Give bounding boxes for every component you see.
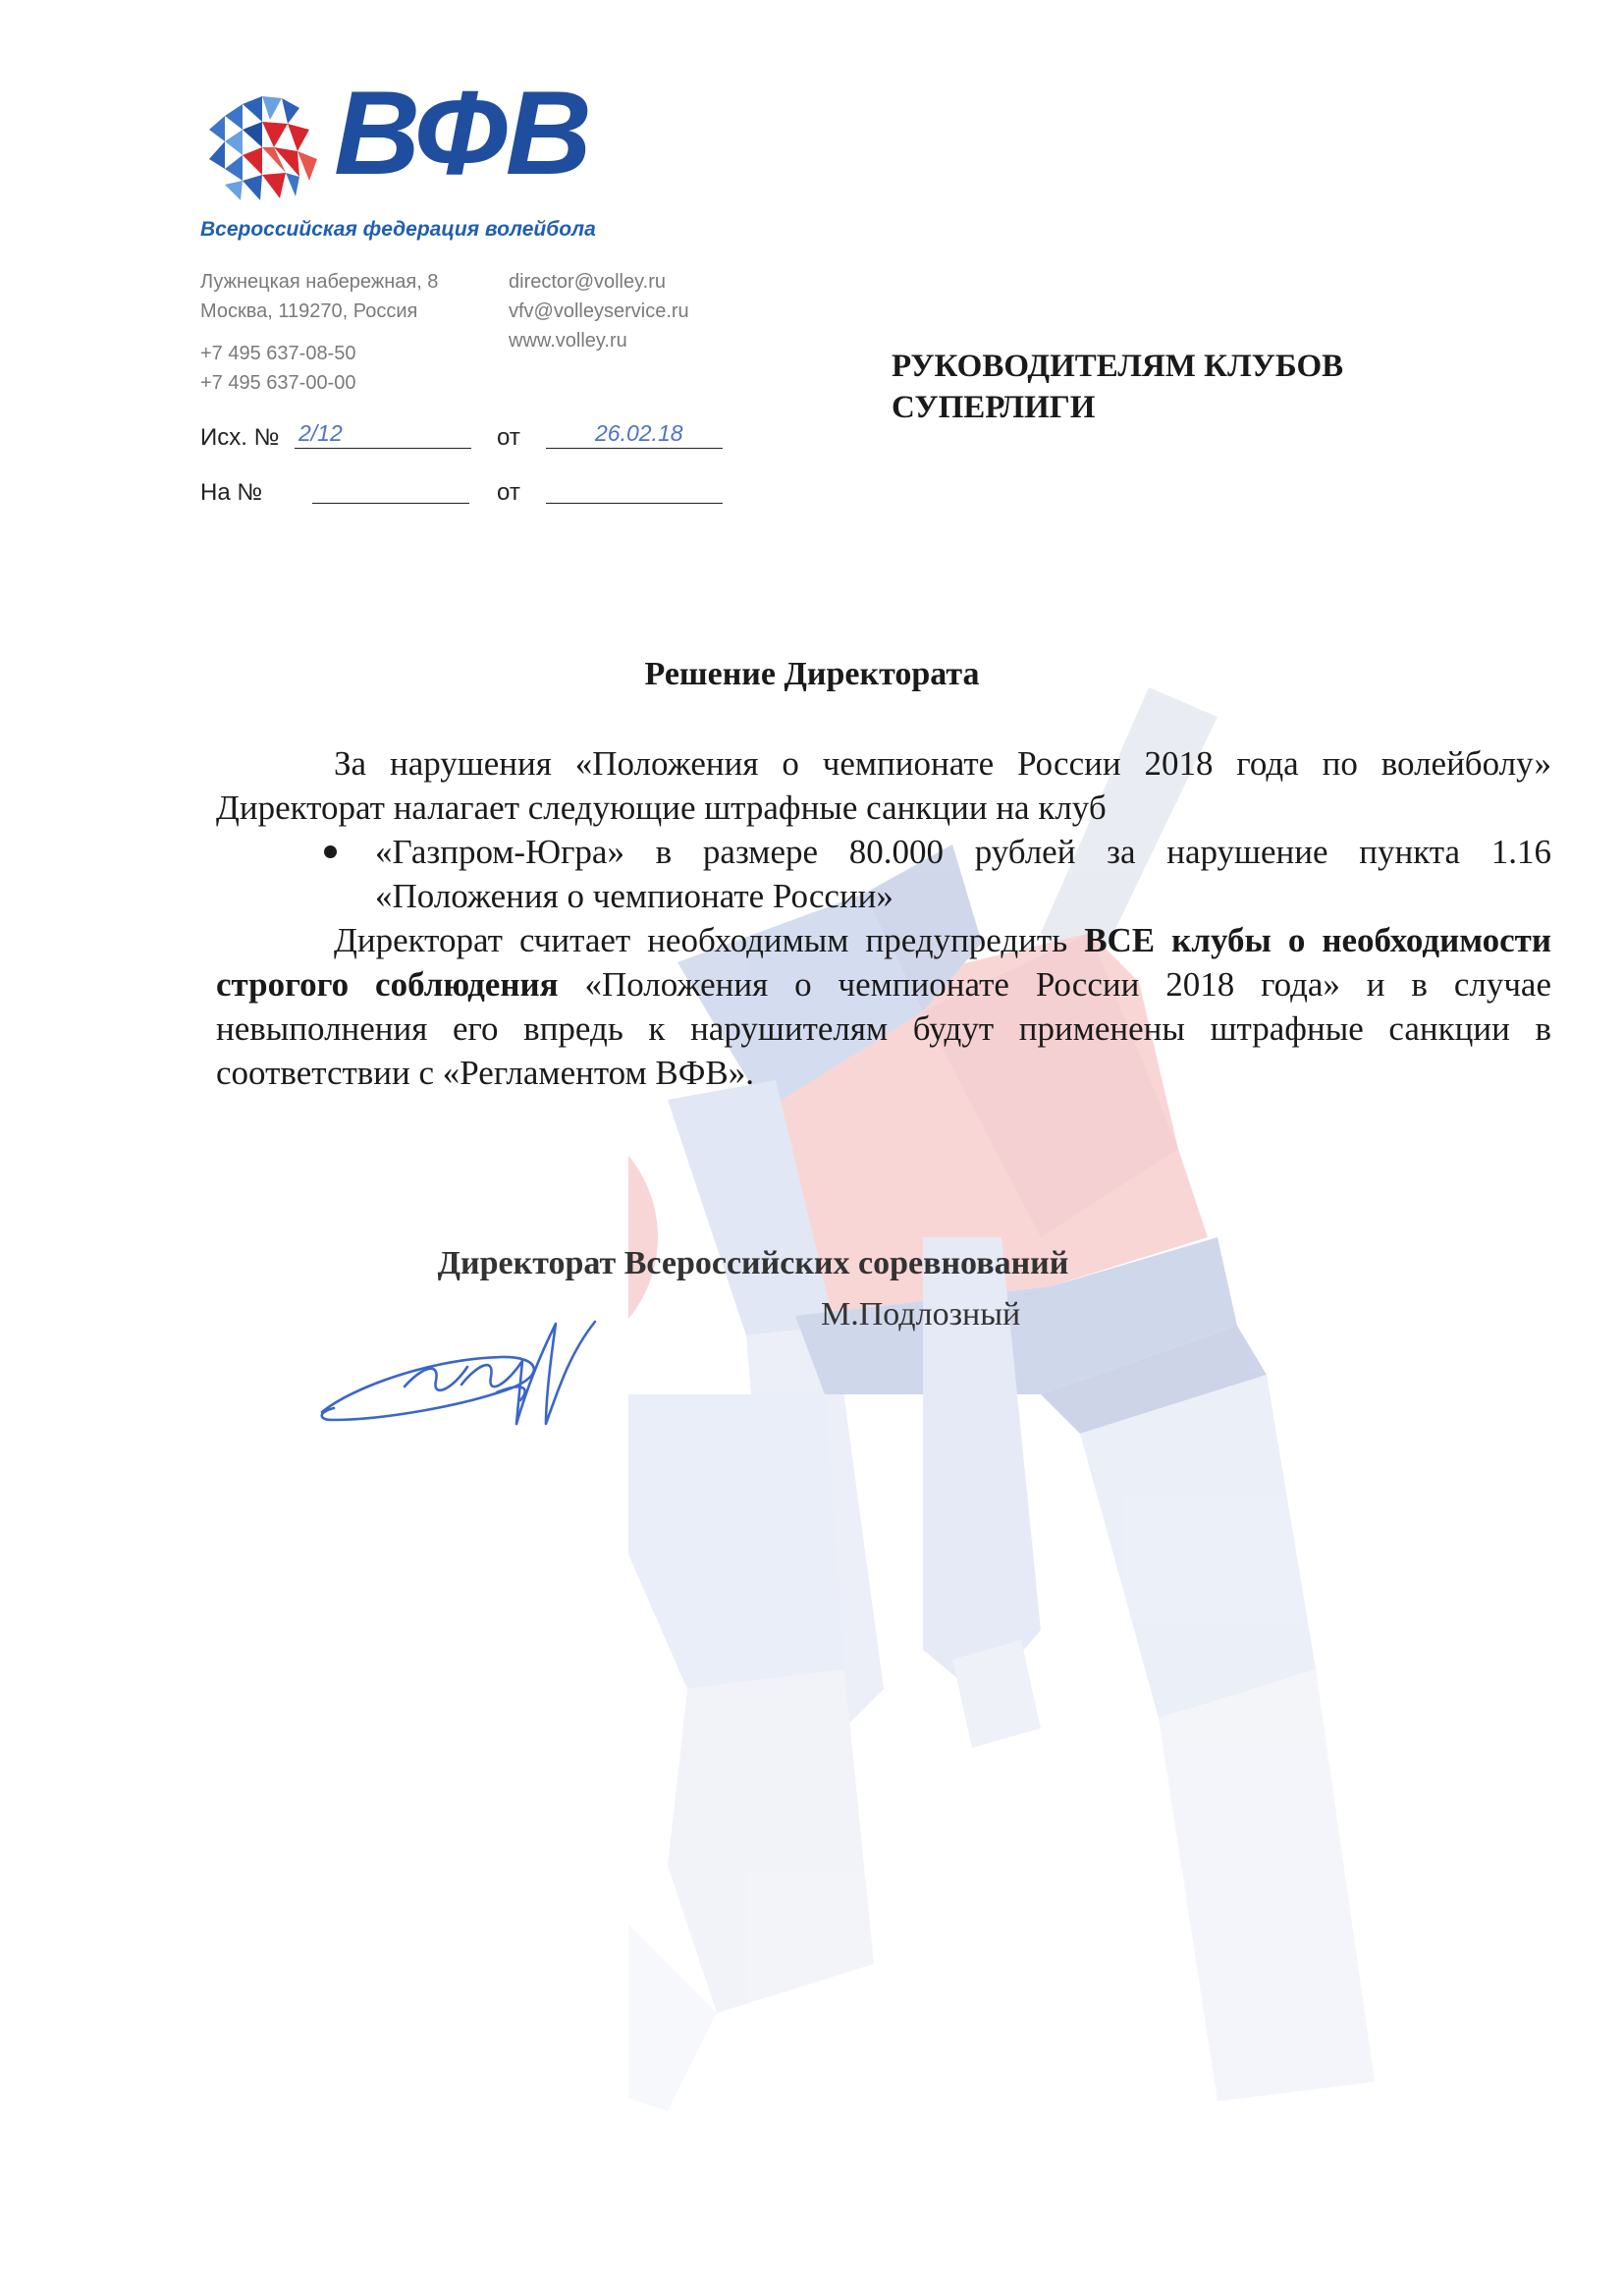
addressee (892, 346, 1343, 428)
emails-block (509, 267, 689, 355)
vfv-logo-mark-icon (201, 90, 323, 206)
bullet-dot-icon (324, 845, 337, 858)
vfv-logo-caption: Всероссийская федерация волейбола (200, 218, 596, 241)
address-line: Лужнецкая набережная, 8 (200, 271, 439, 293)
phone-number: +7 495 637-08-50 (200, 343, 356, 364)
incoming-number-field (312, 479, 469, 511)
email-vfv[interactable]: vfv@volleyservice.ru (509, 300, 689, 322)
signatory-organization: Директорат Всероссийских соревнований (437, 1245, 1069, 1281)
intro-paragraph: За нарушения «Положения о чемпионате России 2018 года по волейболу» Директорат налагает следующие штрафные санкции на клуб (216, 744, 1551, 827)
outgoing-date-field (546, 420, 723, 456)
addressee-line: СУПЕРЛИГИ (892, 390, 1096, 425)
handwritten-signature (314, 1277, 668, 1443)
warning-text: Директорат считает необходимым предупредить (334, 921, 1085, 959)
outgoing-date-value: 26.02.18 (595, 420, 683, 446)
phones-block (200, 339, 355, 398)
warning-bold-text: ВСЕ клубы о необходимости строгого соблюдения (216, 921, 1552, 1004)
addressee-line: РУКОВОДИТЕЛЯМ КЛУБОВ (892, 349, 1344, 384)
outgoing-date-label: от (497, 424, 520, 451)
warning-text-end: «Положения о чемпионате России 2018 года» и в случае невыполнения его впредь к нарушителям будут применены штрафные санкции в соответствии с «Регламентом ВФВ». (216, 965, 1551, 1092)
vfv-logo-wordmark: ВФВ (334, 66, 590, 199)
signatory-name: М.Подлозный (821, 1296, 1021, 1333)
address-block (200, 267, 438, 326)
incoming-date-field (546, 479, 723, 511)
website-link[interactable]: www.volley.ru (509, 330, 627, 352)
outgoing-number-field (295, 420, 471, 456)
letter-heading: Решение Директората (644, 656, 980, 692)
address-line: Москва, 119270, Россия (200, 300, 418, 322)
penalty-bullet: «Газпром-Югра» в размере 80.000 рублей за нарушение пункта 1.16 «Положения о чемпионате России» (375, 833, 1551, 915)
incoming-number-label: На № (200, 479, 263, 506)
outgoing-number-label: Исх. № (200, 424, 280, 451)
email-director[interactable]: director@volley.ru (509, 271, 666, 293)
outgoing-number-value: 2/12 (298, 420, 343, 446)
phone-number: +7 495 637-00-00 (200, 372, 356, 394)
warning-paragraph (216, 918, 1551, 1095)
incoming-date-label: от (497, 479, 520, 506)
